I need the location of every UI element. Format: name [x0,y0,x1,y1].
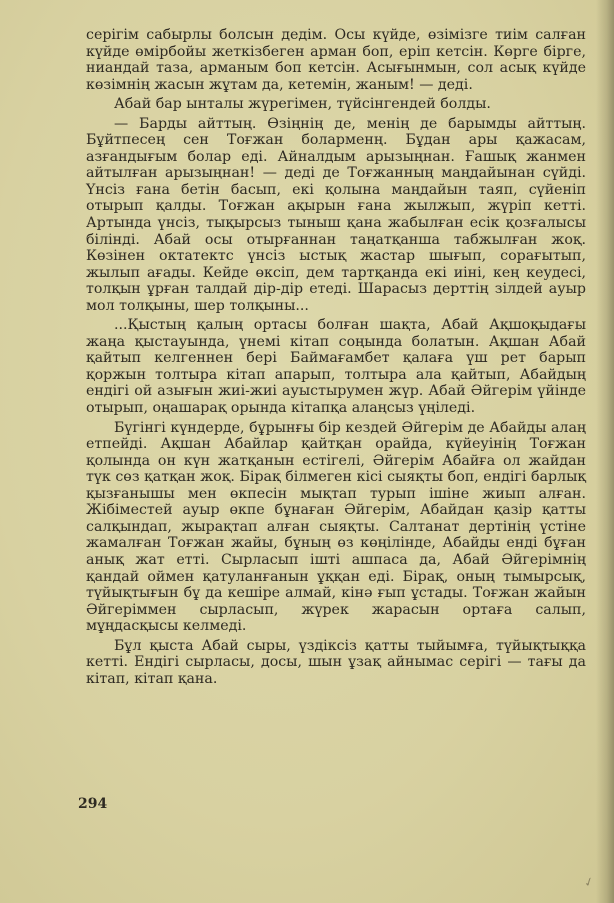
paragraph-5: Бүгінгі күндерде, бұрынғы бір кездей Әйгерім де Абайды алаң етпейді. Ақшан Абайлар қайтқан орайда, күйеуінің Тоғжан қолында он күн жатқанын естігелі, Әйгерім Абайға ол жайдан түк сөз қатқан жоқ. Бірақ білмеген кісі сыяқты боп, ендігі барлық қызғанышы мен өкпесін мықтап турып ішіне жиып алған. Жібіместей ауыр өкпе бұнаған Әйгерім, Абайдан қазір қатты салқындап, жырақтап алған сыяқты. Салтанат дертінің үстіне жамалған Тоғжан жайы, бұның өз көңілінде, Абайды енді бұған анық жат етті. Сырласып іштi ашпаса да, Абай Әйгерімнің қандай оймен қатуланғанын ұққан еді. Бірақ, оның тымырсық, түйықтығын бұ да кешіре алмай, кінә ғып ұстады. Тоғжан жайын Әйгеріммен сырласып, жүрек жарасын ортаға салып, мұңдасқысы келмеді. [86,419,586,635]
page-gutter-shadow [596,0,614,903]
paragraph-1: серігім сабырлы болсын дедім. Осы күйде, өзімізге тиім салған күйде өмірбойы жеткізбеген арман боп, еріп кетсін. Көрге бірге, ниандай таза, арманым боп кетсін. Асығынмын, сол асық күйде көзімнің жасын жұтам да, кетемін, жаным! — деді. [86,27,586,93]
corner-pencil-mark: ✓ [581,873,597,891]
paragraph-3: — Барды айттың. Өзіңнің де, менің де барымды айттың. Бұйтпесең сен Тоғжан боларменң. Бұдан ары қажасам, азғандығым болар еді. Айналдым арызыңнан. Ғашық жанмен айтылған арызыңнан! — деді де Тоғжанның маңдайынан сүйді. Үнсіз ғана бетін басып, екі қолына маңдайын таяп, сүйеніп отырып қалды. Тоғжан ақырын ғана жылжып, жүріп кетті. Артында үнсіз, тықырсыз тыныш қана жабылған есік қозғалысы білінді. Абай осы отырғаннан таңатқанша табжылған жоқ. Көзінен октатектс үнсіз ыстық жастар шығып, сорағытып, жылып ағады. Кейде өксіп, дем тартқанда екі иіні, кең кеудесі, толқын ұрған талдай дір-дір етеді. Шарасыз дерттің зілдей ауыр мол толқыны, шер толқыны... [86,115,586,314]
paragraph-6: Бұл қыста Абай сыры, үздіксіз қатты тыйымға, түйықтыққа кетті. Ендігі сырласы, досы, шын ұзақ айнымас серігі — тағы да кітап, кітап қана. [86,637,586,687]
page-text [86,27,586,687]
paragraph-2: Абай бар ынталы жүрегімен, түйсінгендей болды. [114,96,491,113]
paragraph-4: ...Қыстың қалың ортасы болған шақта, Абай Ақшоқыдағы жаңа қыстауында, үнемі кітап соңында болатын. Ақшан Абай қайтып келгеннен бері Баймағамбет қалаға үш рет барып қоржын толтыра кітап апарып, толтыра ала қайтып, Абайдың ендігі ой азығын жиі-жиі ауыстырумен жүр. Абай Әйгерім үйінде отырып, оңашарақ орында кітапқа алаңсыз үңіледі. [86,317,586,417]
page-number: 294 [78,796,108,812]
